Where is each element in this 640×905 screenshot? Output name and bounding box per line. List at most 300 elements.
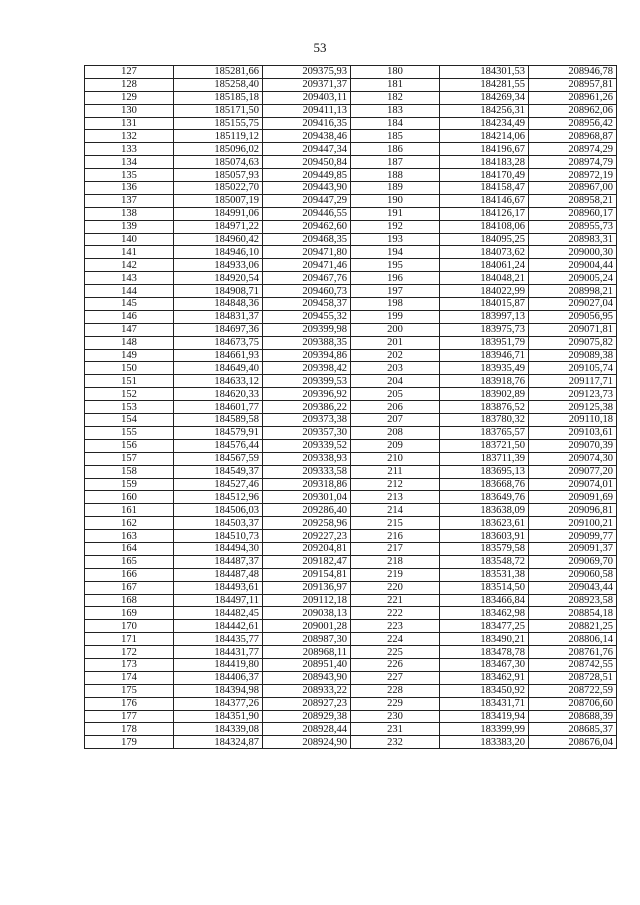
x-coordinate-left: 184324,87 [174, 736, 263, 749]
y-coordinate-left: 208927,23 [263, 697, 351, 710]
x-coordinate-left: 184494,30 [174, 542, 263, 555]
x-coordinate-right: 183477,25 [440, 620, 529, 633]
y-coordinate-left: 209460,73 [263, 285, 351, 298]
x-coordinate-left: 184576,44 [174, 439, 263, 452]
y-coordinate-right: 209091,37 [529, 542, 617, 555]
x-coordinate-left: 184848,36 [174, 298, 263, 311]
x-coordinate-right: 183467,30 [440, 658, 529, 671]
y-coordinate-right: 208962,06 [529, 104, 617, 117]
y-coordinate-right: 208688,39 [529, 710, 617, 723]
y-coordinate-left: 209371,37 [263, 78, 351, 91]
y-coordinate-left: 209462,60 [263, 220, 351, 233]
y-coordinate-left: 209450,84 [263, 156, 351, 169]
x-coordinate-left: 184510,73 [174, 530, 263, 543]
point-number-right: 192 [351, 220, 440, 233]
y-coordinate-right: 208676,04 [529, 736, 617, 749]
table-row [85, 130, 617, 143]
point-number-left: 170 [85, 620, 174, 633]
point-number-right: 232 [351, 736, 440, 749]
x-coordinate-left: 184406,37 [174, 671, 263, 684]
x-coordinate-left: 184419,80 [174, 658, 263, 671]
table-row [85, 658, 617, 671]
x-coordinate-left: 184506,03 [174, 504, 263, 517]
y-coordinate-left: 209399,98 [263, 323, 351, 336]
y-coordinate-right: 209069,70 [529, 555, 617, 568]
table-row [85, 581, 617, 594]
x-coordinate-left: 184831,37 [174, 310, 263, 323]
point-number-left: 151 [85, 375, 174, 388]
point-number-left: 177 [85, 710, 174, 723]
point-number-left: 157 [85, 452, 174, 465]
y-coordinate-right: 208983,31 [529, 233, 617, 246]
point-number-left: 136 [85, 182, 174, 195]
point-number-left: 166 [85, 568, 174, 581]
x-coordinate-left: 184431,77 [174, 646, 263, 659]
x-coordinate-right: 184158,47 [440, 182, 529, 195]
table-row [85, 697, 617, 710]
point-number-left: 158 [85, 465, 174, 478]
point-number-right: 216 [351, 530, 440, 543]
point-number-right: 219 [351, 568, 440, 581]
x-coordinate-right: 184170,49 [440, 169, 529, 182]
table-row [85, 723, 617, 736]
y-coordinate-left: 209182,47 [263, 555, 351, 568]
x-coordinate-right: 183951,79 [440, 336, 529, 349]
point-number-right: 214 [351, 504, 440, 517]
y-coordinate-left: 209339,52 [263, 439, 351, 452]
x-coordinate-left: 184482,45 [174, 607, 263, 620]
x-coordinate-right: 184061,24 [440, 259, 529, 272]
point-number-left: 172 [85, 646, 174, 659]
y-coordinate-left: 209449,85 [263, 169, 351, 182]
x-coordinate-right: 183902,89 [440, 388, 529, 401]
point-number-right: 196 [351, 272, 440, 285]
table-row [85, 375, 617, 388]
y-coordinate-right: 208967,00 [529, 182, 617, 195]
y-coordinate-left: 209373,38 [263, 414, 351, 427]
x-coordinate-left: 184435,77 [174, 633, 263, 646]
y-coordinate-left: 209333,58 [263, 465, 351, 478]
y-coordinate-left: 209227,23 [263, 530, 351, 543]
x-coordinate-right: 183623,61 [440, 517, 529, 530]
table-row [85, 646, 617, 659]
x-coordinate-left: 185171,50 [174, 104, 263, 117]
point-number-right: 225 [351, 646, 440, 659]
point-number-right: 185 [351, 130, 440, 143]
y-coordinate-right: 209074,30 [529, 452, 617, 465]
table-row [85, 388, 617, 401]
point-number-right: 193 [351, 233, 440, 246]
y-coordinate-right: 208742,55 [529, 658, 617, 671]
x-coordinate-left: 185057,93 [174, 169, 263, 182]
point-number-left: 141 [85, 246, 174, 259]
x-coordinate-left: 184512,96 [174, 491, 263, 504]
point-number-right: 200 [351, 323, 440, 336]
x-coordinate-left: 185155,75 [174, 117, 263, 130]
x-coordinate-right: 183946,71 [440, 349, 529, 362]
y-coordinate-left: 209038,13 [263, 607, 351, 620]
point-number-right: 223 [351, 620, 440, 633]
table-row [85, 439, 617, 452]
table-row [85, 156, 617, 169]
point-number-left: 164 [85, 542, 174, 555]
y-coordinate-right: 208974,29 [529, 143, 617, 156]
point-number-right: 218 [351, 555, 440, 568]
x-coordinate-left: 185022,70 [174, 182, 263, 195]
table-row [85, 104, 617, 117]
point-number-right: 191 [351, 207, 440, 220]
x-coordinate-left: 185096,02 [174, 143, 263, 156]
x-coordinate-right: 183478,78 [440, 646, 529, 659]
x-coordinate-right: 183721,50 [440, 439, 529, 452]
point-number-right: 215 [351, 517, 440, 530]
table-row [85, 594, 617, 607]
y-coordinate-right: 209110,18 [529, 414, 617, 427]
x-coordinate-right: 184108,06 [440, 220, 529, 233]
x-coordinate-right: 183383,20 [440, 736, 529, 749]
point-number-right: 198 [351, 298, 440, 311]
y-coordinate-right: 209117,71 [529, 375, 617, 388]
y-coordinate-left: 208924,90 [263, 736, 351, 749]
point-number-right: 226 [351, 658, 440, 671]
y-coordinate-left: 209375,93 [263, 66, 351, 79]
y-coordinate-left: 208929,38 [263, 710, 351, 723]
y-coordinate-left: 209318,86 [263, 478, 351, 491]
x-coordinate-left: 184579,91 [174, 426, 263, 439]
y-coordinate-left: 209154,81 [263, 568, 351, 581]
table-row [85, 117, 617, 130]
point-number-left: 160 [85, 491, 174, 504]
x-coordinate-left: 184697,36 [174, 323, 263, 336]
table-row [85, 194, 617, 207]
table-row [85, 66, 617, 79]
y-coordinate-right: 208722,59 [529, 684, 617, 697]
x-coordinate-right: 184234,49 [440, 117, 529, 130]
table-row [85, 620, 617, 633]
point-number-right: 213 [351, 491, 440, 504]
x-coordinate-right: 183649,76 [440, 491, 529, 504]
y-coordinate-right: 208958,21 [529, 194, 617, 207]
y-coordinate-right: 209077,20 [529, 465, 617, 478]
x-coordinate-right: 183997,13 [440, 310, 529, 323]
y-coordinate-right: 208706,60 [529, 697, 617, 710]
x-coordinate-left: 184991,06 [174, 207, 263, 220]
table-row [85, 414, 617, 427]
y-coordinate-right: 208956,42 [529, 117, 617, 130]
x-coordinate-left: 184960,42 [174, 233, 263, 246]
point-number-left: 155 [85, 426, 174, 439]
coordinates-table-body [85, 66, 617, 749]
y-coordinate-left: 209416,35 [263, 117, 351, 130]
x-coordinate-left: 184442,61 [174, 620, 263, 633]
x-coordinate-left: 184633,12 [174, 375, 263, 388]
y-coordinate-right: 208685,37 [529, 723, 617, 736]
x-coordinate-right: 184281,55 [440, 78, 529, 91]
point-number-right: 224 [351, 633, 440, 646]
table-row [85, 517, 617, 530]
x-coordinate-left: 184589,58 [174, 414, 263, 427]
point-number-left: 143 [85, 272, 174, 285]
coordinates-table [84, 65, 617, 749]
page-number: 53 [313, 40, 327, 55]
y-coordinate-left: 208968,11 [263, 646, 351, 659]
y-coordinate-right: 209103,61 [529, 426, 617, 439]
y-coordinate-right: 208955,73 [529, 220, 617, 233]
table-row [85, 323, 617, 336]
table-row [85, 452, 617, 465]
y-coordinate-right: 208946,78 [529, 66, 617, 79]
y-coordinate-left: 209455,32 [263, 310, 351, 323]
table-row [85, 259, 617, 272]
table-row [85, 426, 617, 439]
point-number-right: 222 [351, 607, 440, 620]
x-coordinate-right: 183695,13 [440, 465, 529, 478]
y-coordinate-right: 208761,76 [529, 646, 617, 659]
table-row [85, 607, 617, 620]
y-coordinate-left: 208987,30 [263, 633, 351, 646]
point-number-left: 153 [85, 401, 174, 414]
point-number-left: 156 [85, 439, 174, 452]
point-number-left: 149 [85, 349, 174, 362]
point-number-right: 211 [351, 465, 440, 478]
point-number-left: 176 [85, 697, 174, 710]
y-coordinate-right: 209089,38 [529, 349, 617, 362]
point-number-right: 195 [351, 259, 440, 272]
y-coordinate-right: 208961,26 [529, 91, 617, 104]
y-coordinate-left: 209447,34 [263, 143, 351, 156]
x-coordinate-left: 184493,61 [174, 581, 263, 594]
point-number-left: 167 [85, 581, 174, 594]
x-coordinate-right: 183462,91 [440, 671, 529, 684]
x-coordinate-right: 184048,21 [440, 272, 529, 285]
y-coordinate-left: 209471,80 [263, 246, 351, 259]
table-row [85, 182, 617, 195]
point-number-right: 183 [351, 104, 440, 117]
y-coordinate-right: 208968,87 [529, 130, 617, 143]
y-coordinate-right: 209000,30 [529, 246, 617, 259]
point-number-left: 132 [85, 130, 174, 143]
x-coordinate-right: 183431,71 [440, 697, 529, 710]
point-number-left: 163 [85, 530, 174, 543]
y-coordinate-left: 209001,28 [263, 620, 351, 633]
x-coordinate-right: 183466,84 [440, 594, 529, 607]
x-coordinate-left: 184661,93 [174, 349, 263, 362]
x-coordinate-right: 183935,49 [440, 362, 529, 375]
point-number-left: 161 [85, 504, 174, 517]
x-coordinate-left: 184920,54 [174, 272, 263, 285]
point-number-right: 207 [351, 414, 440, 427]
y-coordinate-left: 209258,96 [263, 517, 351, 530]
point-number-left: 134 [85, 156, 174, 169]
table-row [85, 91, 617, 104]
point-number-left: 140 [85, 233, 174, 246]
table-row [85, 310, 617, 323]
y-coordinate-left: 209403,11 [263, 91, 351, 104]
y-coordinate-left: 209386,22 [263, 401, 351, 414]
point-number-right: 210 [351, 452, 440, 465]
y-coordinate-right: 209125,38 [529, 401, 617, 414]
x-coordinate-left: 184503,37 [174, 517, 263, 530]
table-row [85, 207, 617, 220]
y-coordinate-left: 209301,04 [263, 491, 351, 504]
x-coordinate-left: 184971,22 [174, 220, 263, 233]
x-coordinate-left: 184339,08 [174, 723, 263, 736]
point-number-left: 138 [85, 207, 174, 220]
x-coordinate-right: 184015,87 [440, 298, 529, 311]
table-row [85, 478, 617, 491]
point-number-left: 150 [85, 362, 174, 375]
y-coordinate-left: 209443,90 [263, 182, 351, 195]
x-coordinate-left: 184673,75 [174, 336, 263, 349]
y-coordinate-left: 209136,97 [263, 581, 351, 594]
point-number-right: 220 [351, 581, 440, 594]
y-coordinate-right: 209100,21 [529, 517, 617, 530]
y-coordinate-right: 209105,74 [529, 362, 617, 375]
x-coordinate-right: 183711,39 [440, 452, 529, 465]
y-coordinate-left: 209398,42 [263, 362, 351, 375]
x-coordinate-right: 183399,99 [440, 723, 529, 736]
point-number-right: 194 [351, 246, 440, 259]
point-number-left: 179 [85, 736, 174, 749]
x-coordinate-left: 184487,37 [174, 555, 263, 568]
x-coordinate-right: 184196,67 [440, 143, 529, 156]
x-coordinate-left: 184549,37 [174, 465, 263, 478]
point-number-right: 199 [351, 310, 440, 323]
x-coordinate-left: 184946,10 [174, 246, 263, 259]
point-number-right: 188 [351, 169, 440, 182]
x-coordinate-right: 184214,06 [440, 130, 529, 143]
y-coordinate-left: 209467,76 [263, 272, 351, 285]
y-coordinate-right: 209005,24 [529, 272, 617, 285]
point-number-right: 217 [351, 542, 440, 555]
point-number-left: 162 [85, 517, 174, 530]
table-row [85, 401, 617, 414]
table-row [85, 143, 617, 156]
point-number-right: 187 [351, 156, 440, 169]
y-coordinate-left: 209471,46 [263, 259, 351, 272]
y-coordinate-right: 209099,77 [529, 530, 617, 543]
point-number-right: 190 [351, 194, 440, 207]
point-number-left: 144 [85, 285, 174, 298]
x-coordinate-left: 184377,26 [174, 697, 263, 710]
y-coordinate-left: 209338,93 [263, 452, 351, 465]
table-row [85, 633, 617, 646]
x-coordinate-left: 184620,33 [174, 388, 263, 401]
x-coordinate-right: 183668,76 [440, 478, 529, 491]
table-row [85, 465, 617, 478]
table-row [85, 362, 617, 375]
y-coordinate-left: 209468,35 [263, 233, 351, 246]
y-coordinate-right: 209060,58 [529, 568, 617, 581]
point-number-right: 180 [351, 66, 440, 79]
x-coordinate-left: 185258,40 [174, 78, 263, 91]
y-coordinate-right: 209070,39 [529, 439, 617, 452]
table-row [85, 568, 617, 581]
table-row [85, 684, 617, 697]
y-coordinate-right: 208998,21 [529, 285, 617, 298]
table-row [85, 491, 617, 504]
y-coordinate-left: 209357,30 [263, 426, 351, 439]
point-number-left: 146 [85, 310, 174, 323]
x-coordinate-left: 185007,19 [174, 194, 263, 207]
point-number-right: 229 [351, 697, 440, 710]
table-row [85, 542, 617, 555]
point-number-right: 208 [351, 426, 440, 439]
x-coordinate-right: 183765,57 [440, 426, 529, 439]
point-number-left: 178 [85, 723, 174, 736]
y-coordinate-right: 208974,79 [529, 156, 617, 169]
point-number-right: 182 [351, 91, 440, 104]
y-coordinate-right: 208957,81 [529, 78, 617, 91]
x-coordinate-right: 183638,09 [440, 504, 529, 517]
point-number-right: 189 [351, 182, 440, 195]
y-coordinate-left: 209286,40 [263, 504, 351, 517]
x-coordinate-left: 184933,06 [174, 259, 263, 272]
point-number-right: 209 [351, 439, 440, 452]
point-number-left: 130 [85, 104, 174, 117]
y-coordinate-right: 209075,82 [529, 336, 617, 349]
point-number-left: 145 [85, 298, 174, 311]
table-row [85, 78, 617, 91]
point-number-left: 142 [85, 259, 174, 272]
x-coordinate-right: 183603,91 [440, 530, 529, 543]
point-number-left: 154 [85, 414, 174, 427]
table-row [85, 336, 617, 349]
x-coordinate-left: 185185,18 [174, 91, 263, 104]
x-coordinate-left: 185119,12 [174, 130, 263, 143]
y-coordinate-left: 209411,13 [263, 104, 351, 117]
y-coordinate-right: 209043,44 [529, 581, 617, 594]
y-coordinate-right: 209004,44 [529, 259, 617, 272]
x-coordinate-right: 184183,28 [440, 156, 529, 169]
x-coordinate-right: 183531,38 [440, 568, 529, 581]
y-coordinate-right: 208806,14 [529, 633, 617, 646]
point-number-left: 165 [85, 555, 174, 568]
y-coordinate-left: 208928,44 [263, 723, 351, 736]
table-row [85, 710, 617, 723]
point-number-right: 201 [351, 336, 440, 349]
y-coordinate-right: 209071,81 [529, 323, 617, 336]
point-number-right: 221 [351, 594, 440, 607]
x-coordinate-right: 184256,31 [440, 104, 529, 117]
y-coordinate-right: 209096,81 [529, 504, 617, 517]
table-row [85, 169, 617, 182]
x-coordinate-right: 183490,21 [440, 633, 529, 646]
x-coordinate-right: 183918,76 [440, 375, 529, 388]
x-coordinate-left: 184601,77 [174, 401, 263, 414]
table-row [85, 530, 617, 543]
x-coordinate-right: 183514,50 [440, 581, 529, 594]
x-coordinate-left: 185074,63 [174, 156, 263, 169]
x-coordinate-right: 183876,52 [440, 401, 529, 414]
x-coordinate-right: 184073,62 [440, 246, 529, 259]
point-number-right: 202 [351, 349, 440, 362]
point-number-left: 137 [85, 194, 174, 207]
table-row [85, 233, 617, 246]
point-number-left: 171 [85, 633, 174, 646]
point-number-left: 133 [85, 143, 174, 156]
table-row [85, 220, 617, 233]
point-number-left: 152 [85, 388, 174, 401]
y-coordinate-left: 208943,90 [263, 671, 351, 684]
point-number-left: 135 [85, 169, 174, 182]
y-coordinate-left: 209396,92 [263, 388, 351, 401]
point-number-left: 168 [85, 594, 174, 607]
x-coordinate-right: 183780,32 [440, 414, 529, 427]
table-row [85, 736, 617, 749]
y-coordinate-left: 208951,40 [263, 658, 351, 671]
x-coordinate-right: 184269,34 [440, 91, 529, 104]
